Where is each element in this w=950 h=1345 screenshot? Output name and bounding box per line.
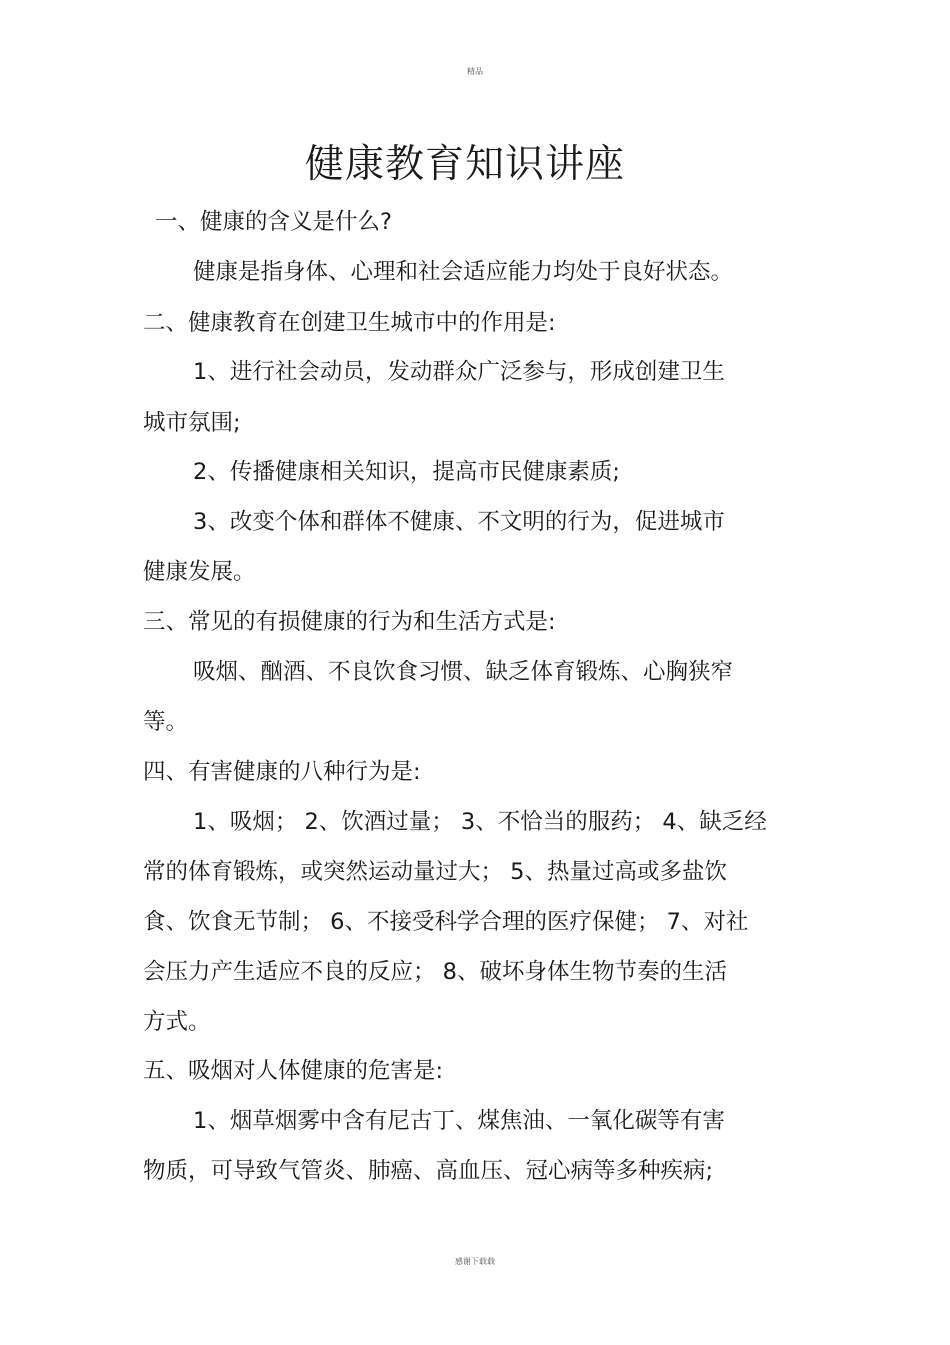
section-heading-3: 三、常见的有损健康的行为和生活方式是: xyxy=(143,609,556,635)
paragraph-line: 1、进行社会动员，发动群众广泛参与，形成创建卫生 xyxy=(193,359,725,385)
section-heading-2: 二、健康教育在创建卫生城市中的作用是: xyxy=(143,310,556,336)
paragraph-line: 1、烟草烟雾中含有尼古丁、煤焦油、一氧化碳等有害 xyxy=(193,1108,725,1134)
paragraph-line: 会压力产生适应不良的反应； 8、破坏身体生物节奏的生活 xyxy=(143,959,727,985)
page-footer-mark: 感谢下载载 xyxy=(455,1257,495,1266)
paragraph-line: 等。 xyxy=(143,709,189,735)
section-heading-1: 一、健康的含义是什么? xyxy=(155,209,392,235)
paragraph-line: 健康发展。 xyxy=(143,559,256,585)
page-header-mark: 精品 xyxy=(467,67,483,76)
paragraph-line: 方式。 xyxy=(143,1009,211,1035)
paragraph-line: 3、改变个体和群体不健康、不文明的行为，促进城市 xyxy=(193,509,725,535)
paragraph-line: 城市氛围; xyxy=(143,410,241,436)
document-title: 健康教育知识讲座 xyxy=(304,142,625,187)
paragraph-line: 常的体育锻炼，或突然运动量过大； 5、热量过高或多盐饮 xyxy=(143,859,727,885)
section-heading-5: 五、吸烟对人体健康的危害是: xyxy=(143,1058,444,1084)
paragraph-line: 物质，可导致气管炎、肺癌、高血压、冠心病等多种疾病; xyxy=(143,1158,714,1184)
paragraph-line: 1、吸烟； 2、饮酒过量； 3、不恰当的服药； 4、缺乏经 xyxy=(193,809,767,835)
paragraph-line: 健康是指身体、心理和社会适应能力均处于良好状态。 xyxy=(193,259,734,285)
paragraph-line: 2、传播健康相关知识，提高市民健康素质; xyxy=(193,459,620,485)
paragraph-line: 食、饮食无节制； 6、不接受科学合理的医疗保健； 7、对社 xyxy=(143,909,749,935)
paragraph-line: 吸烟、酗酒、不良饮食习惯、缺乏体育锻炼、心胸狭窄 xyxy=(193,659,734,685)
section-heading-4: 四、有害健康的八种行为是: xyxy=(143,759,421,785)
